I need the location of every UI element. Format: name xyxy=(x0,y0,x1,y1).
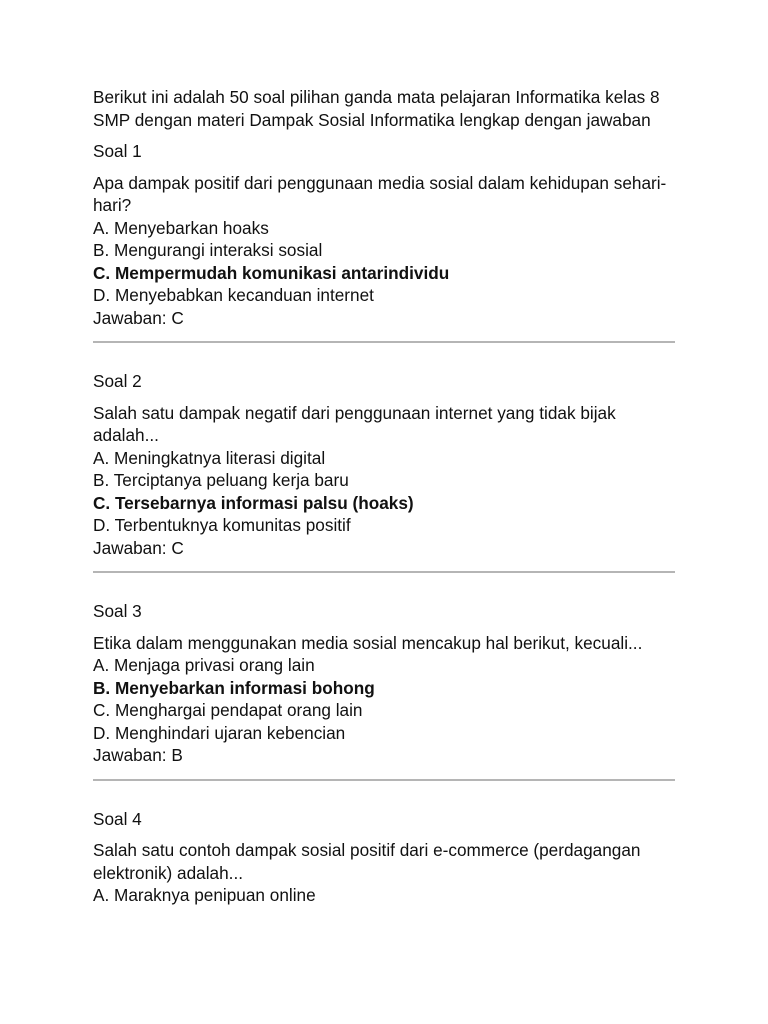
answer-option-correct: C. Mempermudah komunikasi antarindividu xyxy=(93,262,450,283)
question-number: Soal 3 xyxy=(93,601,142,621)
answer-key: Jawaban: B xyxy=(93,745,183,765)
answer-option: C. Menghargai pendapat orang lain xyxy=(93,700,363,720)
answer-option: D. Terbentuknya komunitas positif xyxy=(93,515,351,535)
question-list xyxy=(93,140,675,907)
question-text: Salah satu contoh dampak sosial positif dari e-commerce (perdagangan elektronik) adalah... xyxy=(93,840,641,883)
answer-option: B. Terciptanya peluang kerja baru xyxy=(93,470,349,490)
document-content xyxy=(93,86,675,907)
question-block xyxy=(93,370,675,573)
question-text: Salah satu dampak negatif dari penggunaan internet yang tidak bijak adalah... xyxy=(93,402,616,445)
answer-option: A. Menyebarkan hoaks xyxy=(93,217,269,238)
question-block xyxy=(93,140,675,343)
question-block xyxy=(93,600,675,781)
section-divider xyxy=(93,779,675,781)
answer-key: Jawaban: C xyxy=(93,537,184,558)
question-text: Apa dampak positif dari penggunaan media sosial dalam kehidupan sehari-hari? xyxy=(93,172,667,215)
question-number: Soal 2 xyxy=(93,371,142,391)
section-divider xyxy=(93,341,675,343)
answer-option: A. Menjaga privasi orang lain xyxy=(93,655,315,675)
question-text: Etika dalam menggunakan media sosial mencakup hal berikut, kecuali... xyxy=(93,632,643,653)
question-number: Soal 4 xyxy=(93,808,142,829)
section-divider xyxy=(93,571,675,573)
answer-option-correct: C. Tersebarnya informasi palsu (hoaks) xyxy=(93,492,414,513)
answer-option: A. Maraknya penipuan online xyxy=(93,885,316,905)
answer-option: D. Menyebabkan kecanduan internet xyxy=(93,285,374,305)
answer-option: B. Mengurangi interaksi sosial xyxy=(93,240,323,260)
answer-option: A. Meningkatnya literasi digital xyxy=(93,447,326,468)
answer-option: D. Menghindari ujaran kebencian xyxy=(93,722,346,743)
question-number: Soal 1 xyxy=(93,141,142,161)
intro-paragraph: Berikut ini adalah 50 soal pilihan ganda mata pelajaran Informatika kelas 8 SMP dengan materi Dampak Sosial Informatika lengkap dengan jawaban xyxy=(93,87,660,130)
answer-key: Jawaban: C xyxy=(93,307,184,328)
question-block xyxy=(93,808,675,907)
answer-option-correct: B. Menyebarkan informasi bohong xyxy=(93,677,375,698)
